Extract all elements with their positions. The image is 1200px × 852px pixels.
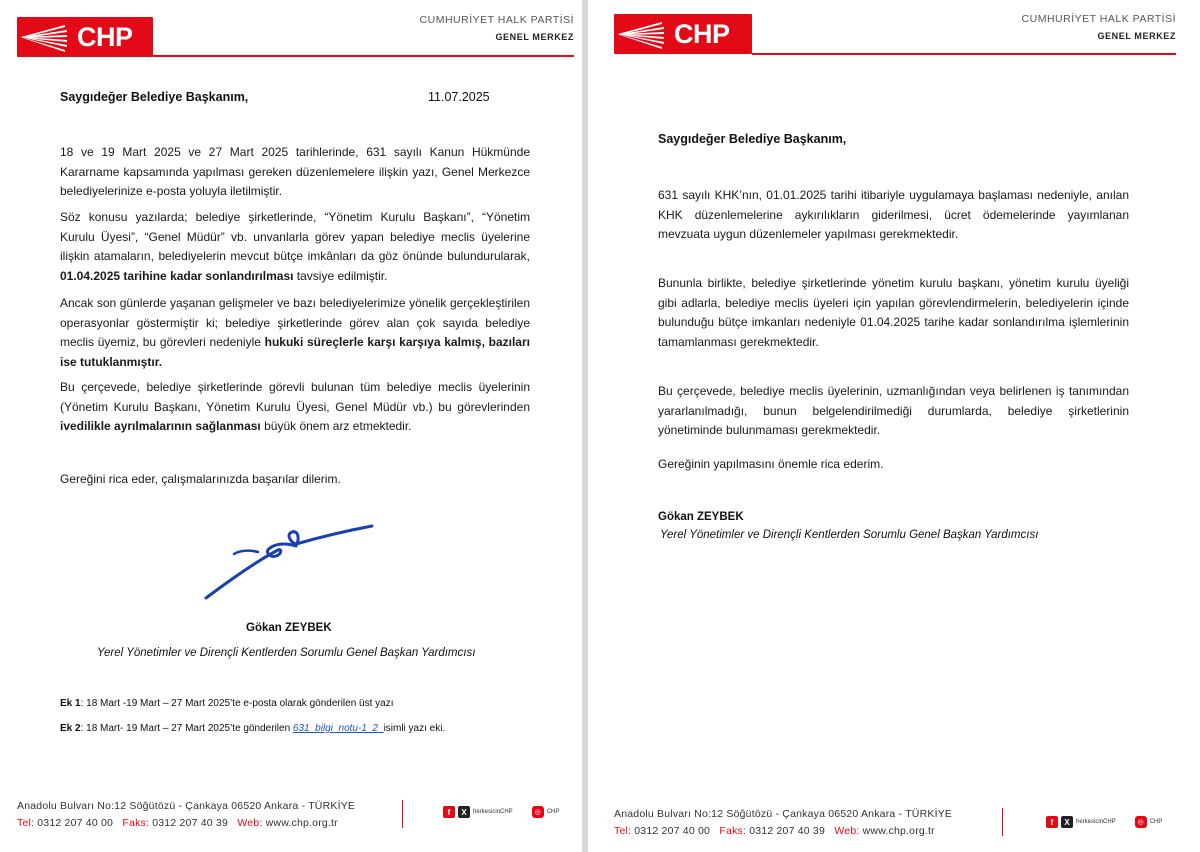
footer-separator xyxy=(402,800,403,828)
logo-wordmark: CHP xyxy=(674,18,730,49)
paragraph-3 xyxy=(60,294,530,372)
web-label: Web: xyxy=(834,825,860,837)
paragraph-3-emphasis: hukuki süreçlerle karşı karşıya kalmış, bazıları ise tutuklanmıştır. xyxy=(60,335,530,369)
paragraph-4-emphasis: ivedilikle ayrılmalarının sağlanması xyxy=(60,419,261,433)
instagram-handle: CHP xyxy=(546,809,560,815)
signer-name: Gökan ZEYBEK xyxy=(246,622,332,634)
footer-address: Anadolu Bulvarı No:12 Söğütözü - Çankaya 06520 Ankara - TÜRKİYE xyxy=(614,808,953,820)
instagram-icon[interactable]: ◎ xyxy=(1135,816,1147,828)
closing-line: Gereğinin yapılmasını önemle rica ederim. xyxy=(658,457,884,471)
paragraph-1: 18 ve 19 Mart 2025 ve 27 Mart 2025 tarihlerinde, 631 sayılı Kanun Hükmünde Kararname kapsamında yapılması gereken düzenlemelere ilişkin yazı, Genel Merkezce belediyelerinize e-posta yoluyla iletilmiştir. xyxy=(60,145,530,198)
instagram-icon[interactable]: ◎ xyxy=(532,806,544,818)
paragraph-3: Bu çerçevede, belediye meclis üyelerinin, uzmanlığından veya belirlenen iş tanımından yararlanılmadığı, bunun belgelendirilmediği durumlarda, belediye şirketlerinin yönetiminde bulunmaması gerekmektedir. xyxy=(658,384,1129,437)
salutation: Saygıdeğer Belediye Başkanım, xyxy=(658,132,847,146)
salutation: Saygıdeğer Belediye Başkanım, xyxy=(60,90,249,104)
attachment-1 xyxy=(60,698,394,709)
tel-value: 0312 207 40 00 xyxy=(37,817,114,829)
signer-name: Gökan ZEYBEK xyxy=(658,511,744,523)
facebook-icon[interactable]: f xyxy=(443,806,455,818)
attachment-1-label: Ek 1 xyxy=(60,698,81,709)
footer-contact xyxy=(614,825,935,837)
footer-address: Anadolu Bulvarı No:12 Söğütözü - Çankaya 06520 Ankara - TÜRKİYE xyxy=(17,800,356,812)
handwritten-signature xyxy=(200,520,380,605)
social-handle: herkesicinCHP xyxy=(473,809,513,815)
header-divider xyxy=(153,55,574,57)
paragraph-3-text: Ancak son günlerde yaşanan gelişmeler ve bazı belediyelerimize yönelik gerçekleştirilen operasyonlar göstermiştir ki; belediye şirketlerinde görev alan çok sayıda belediye meclis üyemiz, bu görevleri nedeniyle xyxy=(60,296,530,349)
paragraph-4 xyxy=(60,378,530,437)
org-sub: GENEL MERKEZ xyxy=(1097,31,1176,41)
paragraph-4-text: Bu çerçevede, belediye şirketlerinde görevli bulunan tüm belediye meclis üyelerinin (Yönetim Kurulu Başkanı, Yönetim Kurulu Üyesi, Genel Müdür vb.) bu görevlerinden xyxy=(60,380,530,414)
web-value[interactable]: www.chp.org.tr xyxy=(862,825,935,837)
six-arrows-icon xyxy=(17,17,75,57)
org-header xyxy=(1022,13,1176,41)
footer-separator xyxy=(1002,808,1003,836)
closing-line: Gereğini rica eder, çalışmalarınızda başarılar dilerim. xyxy=(60,472,341,486)
paragraph-2 xyxy=(60,208,530,286)
paragraph-2: Bununla birlikte, belediye şirketlerinde yönetim kurulu başkanı, yönetim kurulu üyeliği gibi adlarla, belediye meclis üyeleri için yapılan görevlendirmelerin, belediyelerin içinde bulunduğu bütçe imkanları nedeniyle 01.04.2025 tarihe kadar sonlandırılma işlemlerinin tamamlanması gerekmektedir. xyxy=(658,276,1129,349)
attachment-2-tail: isimli yazı eki. xyxy=(383,723,446,734)
six-arrows-icon xyxy=(614,14,672,54)
paragraph-2-tail: tavsiye edilmiştir. xyxy=(293,268,388,283)
social-links xyxy=(443,806,559,818)
footer-contact xyxy=(17,817,338,829)
letter-page-right xyxy=(588,0,1200,852)
paragraph-4-tail: büyük önem arz etmektedir. xyxy=(260,419,412,433)
x-icon[interactable]: X xyxy=(1061,816,1073,828)
x-icon[interactable]: X xyxy=(458,806,470,818)
signer-title: Yerel Yönetimler ve Dirençli Kentlerden Sorumlu Genel Başkan Yardımcısı xyxy=(660,529,1039,541)
social-links xyxy=(1046,816,1162,828)
attachment-2-link[interactable]: 631_bilgi_notu-1_2_ xyxy=(292,723,384,734)
attachment-2 xyxy=(60,723,445,734)
org-name: CUMHURİYET HALK PARTİSİ xyxy=(1021,13,1176,25)
signer-title: Yerel Yönetimler ve Dirençli Kentlerden Sorumlu Genel Başkan Yardımcısı xyxy=(97,647,476,659)
fax-value: 0312 207 40 39 xyxy=(749,825,826,837)
paragraph-2-emphasis: 01.04.2025 tarihine kadar sonlandırılması xyxy=(60,268,294,283)
paragraph-1: 631 sayılı KHK’nın, 01.01.2025 tarihi itibariyle uygulamaya başlaması nedeniyle, anılan KHK düzenlemelerine aykırılıkların giderilmesi, ücret ödemelerinde yayımlanan mevzuata uygun düzenlemeler yapılması gerekmektedir. xyxy=(658,188,1129,241)
web-value[interactable]: www.chp.org.tr xyxy=(265,817,338,829)
org-header xyxy=(420,14,574,42)
org-sub: GENEL MERKEZ xyxy=(495,32,574,42)
paragraph-2-text: Söz konusu yazılarda; belediye şirketlerinde, “Yönetim Kurulu Başkanı”, “Yönetim Kurulu Üyesi”, “Genel Müdür” vb. unvanlarla görev yapan belediye meclis üyelerine ilişkin atamaların, belediyelerin mevcut bütçe imkânları da göz önünde bulundurularak, xyxy=(60,210,530,263)
chp-logo xyxy=(614,14,752,54)
fax-label: Faks: xyxy=(719,825,747,837)
letter-page-left xyxy=(0,0,582,852)
fax-label: Faks: xyxy=(122,817,150,829)
web-label: Web: xyxy=(237,817,263,829)
facebook-icon[interactable]: f xyxy=(1046,816,1058,828)
org-name: CUMHURİYET HALK PARTİSİ xyxy=(419,14,574,26)
tel-label: Tel: xyxy=(17,817,35,829)
logo-wordmark: CHP xyxy=(77,21,133,52)
attachment-2-label: Ek 2 xyxy=(60,723,81,734)
social-handle: herkesicinCHP xyxy=(1076,819,1116,825)
header-divider xyxy=(752,53,1176,55)
fax-value: 0312 207 40 39 xyxy=(152,817,229,829)
chp-logo xyxy=(17,17,153,57)
instagram-handle: CHP xyxy=(1149,819,1163,825)
attachment-2-text: : 18 Mart- 19 Mart – 27 Mart 2025’te gönderilen xyxy=(80,723,293,734)
tel-value: 0312 207 40 00 xyxy=(634,825,711,837)
tel-label: Tel: xyxy=(614,825,632,837)
letter-date: 11.07.2025 xyxy=(428,90,490,104)
attachment-1-text: : 18 Mart -19 Mart – 27 Mart 2025’te e-posta olarak gönderilen üst yazı xyxy=(80,698,394,709)
